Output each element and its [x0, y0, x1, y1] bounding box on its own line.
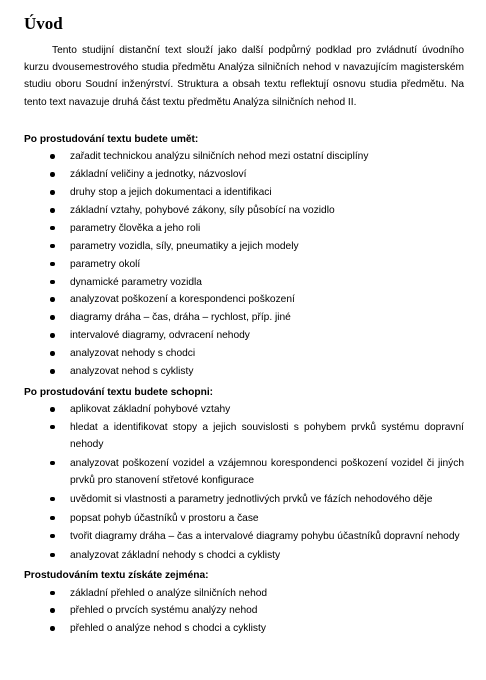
bullet-icon: [50, 407, 55, 412]
list-item-text: druhy stop a jejich dokumentaci a identifikaci: [70, 187, 272, 199]
list-item: [24, 455, 464, 489]
bullet-icon: [50, 333, 55, 338]
list-item-text: parametry vozidla, síly, pneumatiky a jejich modely: [70, 240, 299, 252]
list-item-text: přehled o analýze nehod s chodci a cyklisty: [70, 623, 266, 635]
section-heading: Po prostudování textu budete schopni:: [24, 386, 214, 398]
list-item-text: parametry člověka a jeho roli: [70, 222, 201, 234]
bullet-icon: [50, 315, 55, 320]
section-heading: Po prostudování textu budete umět:: [24, 133, 199, 145]
page-title: Úvod: [24, 14, 63, 33]
bullet-icon: [50, 425, 55, 430]
list-item-text: popsat pohyb účastníků v prostoru a čase: [70, 512, 259, 524]
bullet-icon: [50, 280, 55, 285]
list-item: [24, 309, 464, 326]
list-item: [24, 166, 464, 183]
list-item-text: základní veličiny a jednotky, názvosloví: [70, 169, 247, 181]
section-heading: Prostudováním textu získáte zejména:: [24, 570, 209, 582]
bullet-list: [24, 401, 464, 564]
bullet-icon: [50, 262, 55, 267]
bullet-icon: [50, 626, 55, 631]
bullet-icon: [50, 208, 55, 213]
list-item-text: základní vztahy, pohybové zákony, síly působící na vozidlo: [70, 204, 335, 216]
bullet-icon: [50, 497, 55, 502]
list-item-text: analyzovat nehody s chodci: [70, 348, 196, 360]
list-item: [24, 547, 464, 564]
list-item-text: zařadit technickou analýzu silničních nehod mezi ostatní disciplíny: [70, 151, 369, 163]
bullet-icon: [50, 190, 55, 195]
list-item-text: dynamické parametry vozidla: [70, 276, 202, 288]
section-abilities: [24, 384, 464, 565]
list-item: [24, 256, 464, 273]
bullet-icon: [50, 534, 55, 539]
bullet-list: [24, 585, 464, 638]
list-item: [24, 585, 464, 602]
list-item: [24, 327, 464, 344]
bullet-icon: [50, 297, 55, 302]
intro-paragraph: Tento studijní distanční text slouží jako další podpůrný podklad pro zvládnutí úvodního kurzu dvousemestrového studia předmětu Analýza silničních nehod v navazujícím magisterském studiu oboru Soudní inženýrství. Struktura a obsah textu reflektují osnovu studia předmětu. Na tento text navazuje druhá část textu předmětu Analýza silničních nehod II.: [24, 45, 464, 108]
bullet-icon: [50, 244, 55, 249]
bullet-list: [24, 148, 464, 380]
bullet-icon: [50, 369, 55, 374]
list-item: [24, 602, 464, 619]
list-item: [24, 363, 464, 380]
list-item: [24, 491, 464, 508]
list-item-text: intervalové diagramy, odvracení nehody: [70, 330, 250, 342]
bullet-icon: [50, 591, 55, 596]
list-item: [24, 620, 464, 637]
list-item: [24, 238, 464, 255]
section-skills: [24, 131, 464, 381]
list-item-text: analyzovat nehod s cyklisty: [70, 366, 194, 378]
bullet-icon: [50, 461, 55, 466]
list-item: [24, 148, 464, 165]
bullet-icon: [50, 553, 55, 558]
list-item-text: diagramy dráha – čas, dráha – rychlost, příp. jiné: [70, 312, 291, 324]
list-item: [24, 184, 464, 201]
list-item-text: tvořit diagramy dráha – čas a intervalové diagramy pohybu účastníků dopravní nehody: [70, 530, 460, 542]
list-item: [24, 419, 464, 453]
bullet-icon: [50, 172, 55, 177]
bullet-icon: [50, 608, 55, 613]
list-item-text: aplikovat základní pohybové vztahy: [70, 403, 231, 415]
list-item-text: přehled o prvcích systému analýzy nehod: [70, 605, 258, 617]
list-item-text: analyzovat základní nehody s chodci a cyklisty: [70, 549, 281, 561]
bullet-icon: [50, 154, 55, 159]
bullet-icon: [50, 226, 55, 231]
list-item: [24, 510, 464, 527]
list-item: [24, 528, 464, 545]
list-item-text: uvědomit si vlastnosti a parametry jednotlivých prvků ve fázích nehodového děje: [70, 493, 433, 505]
list-item-text: základní přehled o analýze silničních nehod: [70, 587, 268, 599]
list-item: [24, 220, 464, 237]
list-item-text: analyzovat poškození a korespondenci poškození: [70, 294, 295, 306]
section-outcomes: [24, 567, 464, 638]
bullet-icon: [50, 516, 55, 521]
list-item-text: parametry okolí: [70, 258, 141, 270]
bullet-icon: [50, 351, 55, 356]
list-item: [24, 202, 464, 219]
list-item: [24, 401, 464, 418]
list-item-text: hledat a identifikovat stopy a jejich souvislosti s pohybem prvků systému dopravní nehody: [70, 421, 464, 450]
list-item: [24, 291, 464, 308]
spacer: [24, 111, 464, 131]
list-item: [24, 274, 464, 291]
list-item: [24, 345, 464, 362]
list-item-text: analyzovat poškození vozidel a vzájemnou korespondenci poškození vozidel či jiných prvků pro stanovení střetové konfigurace: [70, 457, 464, 486]
